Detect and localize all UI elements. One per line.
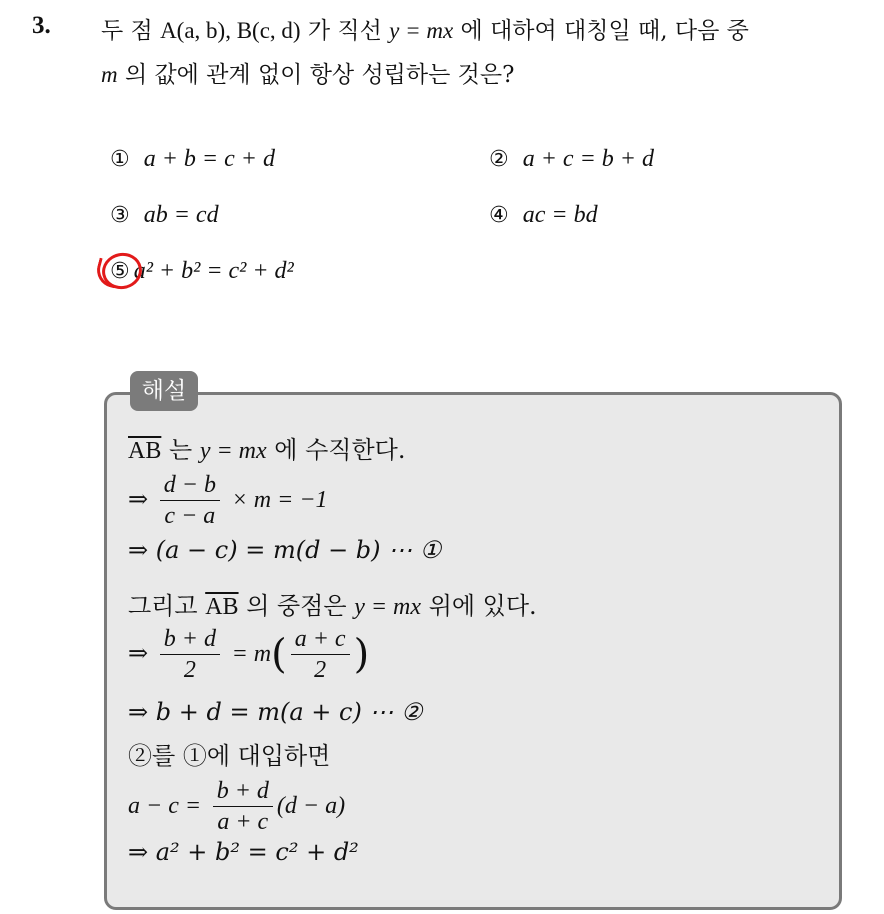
solution-line-2: ⇒ $\frac{d - b}{c - a}$ × m = −1	[128, 472, 328, 529]
fraction-substitution: $\frac{b + d}{a + c}$	[213, 776, 273, 837]
line-equation: y = mx	[389, 18, 454, 43]
option-3[interactable]: ③ ab = cd	[110, 202, 219, 228]
solution-line-4: 그리고 $\overline{AB}$ 의 중점은 y = mx 위에 있다.	[128, 592, 537, 620]
solution-line-3: ⇒ (a − c) = m(d − b) ⋯ ①	[128, 536, 442, 564]
fraction-midpoint-x: $\frac{a + c}{2}$	[291, 624, 350, 685]
option-4[interactable]: ④ ac = bd	[489, 202, 598, 228]
solution-line-5: ⇒ $\frac{b + d}{2}$ = m( $\frac{a + c}{2}$ )	[128, 626, 370, 683]
solution-line-6: ⇒ b + d = m(a + c) ⋯ ②	[128, 698, 423, 726]
solution-tab: 해설	[130, 371, 198, 411]
problem-number: 3.	[32, 12, 51, 39]
option-5[interactable]: ⑤ a² + b² = c² + d²	[110, 258, 294, 284]
option-2[interactable]: ② a + c = b + d	[489, 146, 654, 172]
fraction-midpoint-y: $\frac{b + d}{2}$	[160, 624, 220, 685]
points-ab: A(a, b), B(c, d)	[160, 18, 301, 43]
solution-line-7: ②를 ①에 대입하면	[128, 742, 331, 770]
fraction-slope: $\frac{d - b}{c - a}$	[160, 470, 220, 531]
solution-line-1: $\overline{AB}$ 는 y = mx 에 수직한다.	[128, 436, 406, 464]
option-1[interactable]: ① a + b = c + d	[110, 146, 275, 172]
question-line-1: 두 점 A(a, b), B(c, d) 가 직선 y = mx 에 대하여 대칭일 때, 다음 중	[101, 18, 749, 44]
question-line-2: m 의 값에 관계 없이 항상 성립하는 것은?	[101, 62, 515, 88]
solution-line-9: ⇒ a² + b² = c² + d²	[128, 838, 359, 866]
solution-line-8: a − c = $\frac{b + d}{a + c}$ (d − a)	[128, 778, 346, 835]
